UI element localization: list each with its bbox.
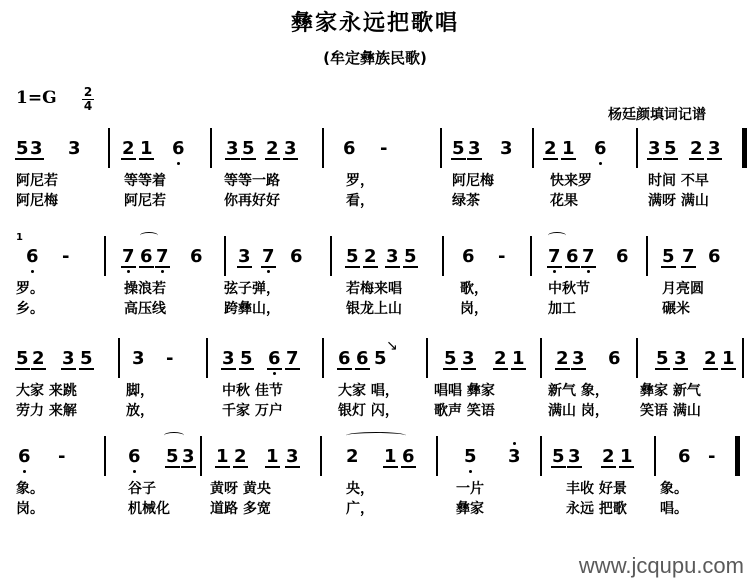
lyric-word: 满山 岗， — [548, 403, 609, 419]
note: 3 — [238, 246, 251, 267]
lyric-word: 乡。 — [16, 301, 44, 317]
note: 2 — [346, 446, 359, 467]
lyric-line-1 — [0, 478, 750, 498]
lyric-word: 彝家 — [456, 501, 484, 517]
note: 5 — [404, 246, 417, 267]
lyric-word: 操浪若 — [124, 281, 166, 297]
note: - — [708, 446, 716, 467]
note: 2 — [704, 348, 717, 369]
lyric-word: 阿尼若 — [124, 193, 166, 209]
lyric-word: 你再好好 — [224, 193, 280, 209]
note: 6 — [26, 246, 39, 267]
note: 7 — [582, 246, 595, 267]
note: 3 — [182, 446, 195, 467]
note: 3 — [386, 246, 399, 267]
note: 2 — [32, 348, 45, 369]
lyric-word: 丰收 好景 — [566, 481, 627, 497]
lyric-word: 千家 万户 — [222, 403, 283, 419]
lyric-word: 谷子 — [128, 481, 156, 497]
note: 6 — [190, 246, 203, 267]
note: 5 — [552, 446, 565, 467]
lyric-line-2 — [0, 498, 750, 518]
note: 5 — [80, 348, 93, 369]
meter-bottom: 4 — [83, 99, 93, 113]
lyric-word: 银灯 闪， — [338, 403, 399, 419]
lyric-word: 广， — [346, 501, 374, 517]
slur-mark — [164, 432, 184, 439]
note: 2 — [602, 446, 615, 467]
lyric-word: 永远 把歌 — [566, 501, 627, 517]
lyric-word: 岗。 — [16, 501, 44, 517]
note: 6 — [343, 138, 356, 159]
note: 1 — [266, 446, 279, 467]
lyric-word: 唱唱 彝家 — [434, 383, 495, 399]
note: 2 — [544, 138, 557, 159]
note: 5 — [656, 348, 669, 369]
note: 5 — [346, 246, 359, 267]
lyric-line-2 — [0, 400, 750, 420]
lyric-word: 罗， — [346, 173, 374, 189]
lyric-line-1 — [0, 170, 750, 190]
lyric-word: 中秋 佳节 — [222, 383, 283, 399]
note: 3 — [708, 138, 721, 159]
lyric-word: 绿茶 — [452, 193, 480, 209]
note: 3 — [648, 138, 661, 159]
note: 5 — [662, 246, 675, 267]
lyric-word: 跨彝山， — [224, 301, 280, 317]
note: 7 — [286, 348, 299, 369]
note: 6 — [172, 138, 185, 159]
note: 1 — [722, 348, 735, 369]
song-subtitle: (牟定彝族民歌) — [323, 49, 427, 67]
note: 3 — [462, 348, 475, 369]
glissando-arrow: ↘ — [386, 338, 398, 354]
slur-mark — [346, 432, 406, 439]
lyric-word: 快来罗 — [550, 173, 592, 189]
note: 3 — [568, 446, 581, 467]
note: 5 — [444, 348, 457, 369]
lyric-word: 彝家 新气 — [640, 383, 701, 399]
note: 6 — [566, 246, 579, 267]
note: 3 — [226, 138, 239, 159]
composer-credit: 杨廷颜填词记谱 — [608, 107, 706, 123]
slur-mark — [140, 232, 158, 239]
lyric-word: 银龙上山 — [346, 301, 402, 317]
note: 3 — [30, 138, 43, 159]
note: 6 — [616, 246, 629, 267]
lyric-word: 黄呀 黄央 — [210, 481, 271, 497]
lyric-word: 新气 象， — [548, 383, 609, 399]
lyric-word: 时间 不早 — [648, 173, 709, 189]
note: 6 — [678, 446, 691, 467]
note: - — [498, 246, 506, 267]
lyric-word: 唱。 — [660, 501, 688, 517]
meter-top: 2 — [83, 85, 93, 99]
lyric-word: 看， — [346, 193, 374, 209]
lyric-line-1 — [0, 380, 750, 400]
grace-note: 1 — [16, 232, 23, 243]
note: 3 — [222, 348, 235, 369]
lyric-word: 央， — [346, 481, 374, 497]
note: 6 — [290, 246, 303, 267]
slur-mark — [548, 232, 566, 239]
note: 6 — [402, 446, 415, 467]
note-row — [0, 138, 750, 162]
note: 6 — [356, 348, 369, 369]
note-row — [0, 446, 750, 470]
note: - — [58, 446, 66, 467]
note: 2 — [494, 348, 507, 369]
lyric-word: 弦子弹， — [224, 281, 280, 297]
note: 5 — [242, 138, 255, 159]
note: 5 — [240, 348, 253, 369]
lyric-word: 碾米 — [662, 301, 690, 317]
note: 5 — [16, 138, 29, 159]
lyric-word: 罗。 — [16, 281, 44, 297]
lyric-word: 岗， — [460, 301, 488, 317]
watermark: www.jcqupu.com — [578, 553, 744, 578]
lyric-word: 加工 — [548, 301, 576, 317]
lyric-word: 阿尼若 — [16, 173, 58, 189]
note: 1 — [140, 138, 153, 159]
note: 7 — [262, 246, 275, 267]
note: 3 — [286, 446, 299, 467]
note: - — [380, 138, 388, 159]
lyric-word: 一片 — [456, 481, 484, 497]
lyric-word: 月亮圆 — [662, 281, 704, 297]
note: 6 — [268, 348, 281, 369]
lyric-word: 道路 多宽 — [210, 501, 271, 517]
lyric-line-1 — [0, 278, 750, 298]
note: 5 — [374, 348, 387, 369]
note: 1 — [384, 446, 397, 467]
song-title: 彝家永远把歌唱 — [290, 11, 459, 36]
note: 2 — [266, 138, 279, 159]
lyric-word: 象。 — [16, 481, 44, 497]
note: 5 — [452, 138, 465, 159]
lyric-word: 放， — [126, 403, 154, 419]
note: 5 — [166, 446, 179, 467]
note: 3 — [284, 138, 297, 159]
note: 3 — [508, 446, 521, 467]
note-row — [0, 246, 750, 270]
note: 7 — [682, 246, 695, 267]
lyric-word: 等等一路 — [224, 173, 280, 189]
note: 1 — [562, 138, 575, 159]
note: 1 — [512, 348, 525, 369]
key-signature: 1=G — [16, 88, 57, 108]
note: 7 — [548, 246, 561, 267]
note: 2 — [122, 138, 135, 159]
note: 5 — [664, 138, 677, 159]
note: 1 — [216, 446, 229, 467]
lyric-word: 劳力 来解 — [16, 403, 77, 419]
note: 5 — [16, 348, 29, 369]
lyric-word: 象。 — [660, 481, 688, 497]
note: 6 — [462, 246, 475, 267]
lyric-word: 机械化 — [128, 501, 170, 517]
lyric-word: 阿尼梅 — [16, 193, 58, 209]
note: 3 — [500, 138, 513, 159]
lyric-word: 中秋节 — [548, 281, 590, 297]
time-signature — [82, 86, 94, 113]
note: 6 — [128, 446, 141, 467]
lyric-word: 大家 来跳 — [16, 383, 77, 399]
note: 2 — [556, 348, 569, 369]
note: 2 — [364, 246, 377, 267]
note: 3 — [62, 348, 75, 369]
lyric-word: 高压线 — [124, 301, 166, 317]
lyric-line-2 — [0, 298, 750, 318]
note: 3 — [674, 348, 687, 369]
note: 6 — [708, 246, 721, 267]
note: - — [166, 348, 174, 369]
note: 2 — [690, 138, 703, 159]
note: 3 — [68, 138, 81, 159]
lyric-word: 若梅来唱 — [346, 281, 402, 297]
note: - — [62, 246, 70, 267]
lyric-word: 歌， — [460, 281, 488, 297]
note: 6 — [608, 348, 621, 369]
lyric-word: 花果 — [550, 193, 578, 209]
lyric-word: 脚， — [126, 383, 154, 399]
note: 1 — [620, 446, 633, 467]
note: 7 — [156, 246, 169, 267]
lyric-line-2 — [0, 190, 750, 210]
note: 3 — [132, 348, 145, 369]
note: 6 — [140, 246, 153, 267]
note: 6 — [594, 138, 607, 159]
note: 3 — [468, 138, 481, 159]
lyric-word: 大家 唱， — [338, 383, 399, 399]
note: 3 — [572, 348, 585, 369]
lyric-word: 阿尼梅 — [452, 173, 494, 189]
note: 7 — [122, 246, 135, 267]
lyric-word: 等等着 — [124, 173, 166, 189]
note: 6 — [338, 348, 351, 369]
note: 5 — [464, 446, 477, 467]
note: 6 — [18, 446, 31, 467]
note: 2 — [234, 446, 247, 467]
lyric-word: 笑语 满山 — [640, 403, 701, 419]
lyric-word: 满呀 满山 — [648, 193, 709, 209]
note-row — [0, 348, 750, 372]
lyric-word: 歌声 笑语 — [434, 403, 495, 419]
